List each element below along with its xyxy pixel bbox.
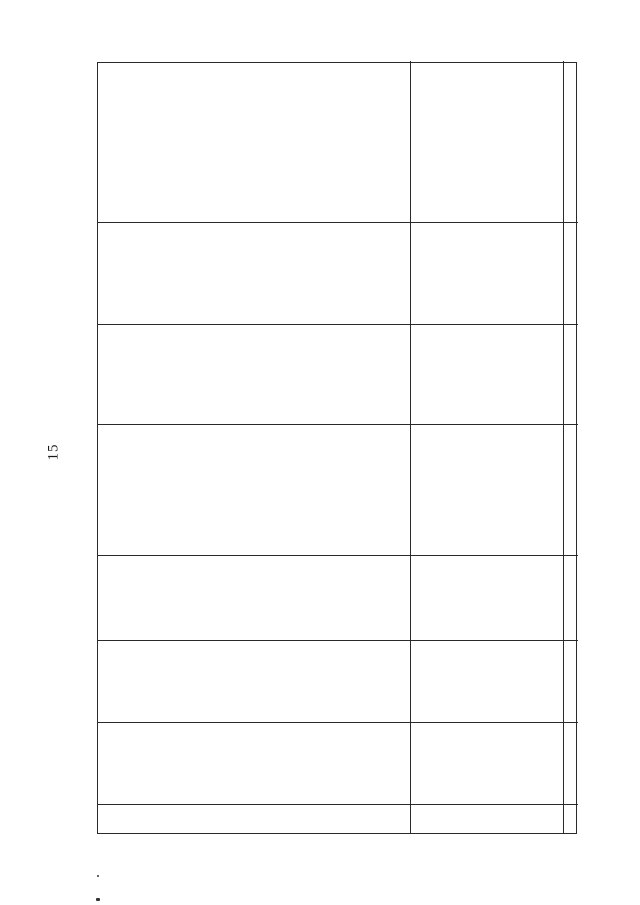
column-divider xyxy=(98,555,578,556)
column-divider xyxy=(98,222,578,223)
column-divider xyxy=(98,722,578,723)
scan-speck xyxy=(96,898,100,901)
column-divider xyxy=(98,324,578,325)
column-divider xyxy=(98,804,578,805)
scan-speck xyxy=(97,875,99,877)
column-divider xyxy=(98,424,578,425)
row-divider xyxy=(410,61,411,833)
row-divider xyxy=(563,61,564,833)
column-divider xyxy=(98,640,578,641)
page-number: 15 xyxy=(45,443,62,461)
indicators-table xyxy=(97,62,577,834)
